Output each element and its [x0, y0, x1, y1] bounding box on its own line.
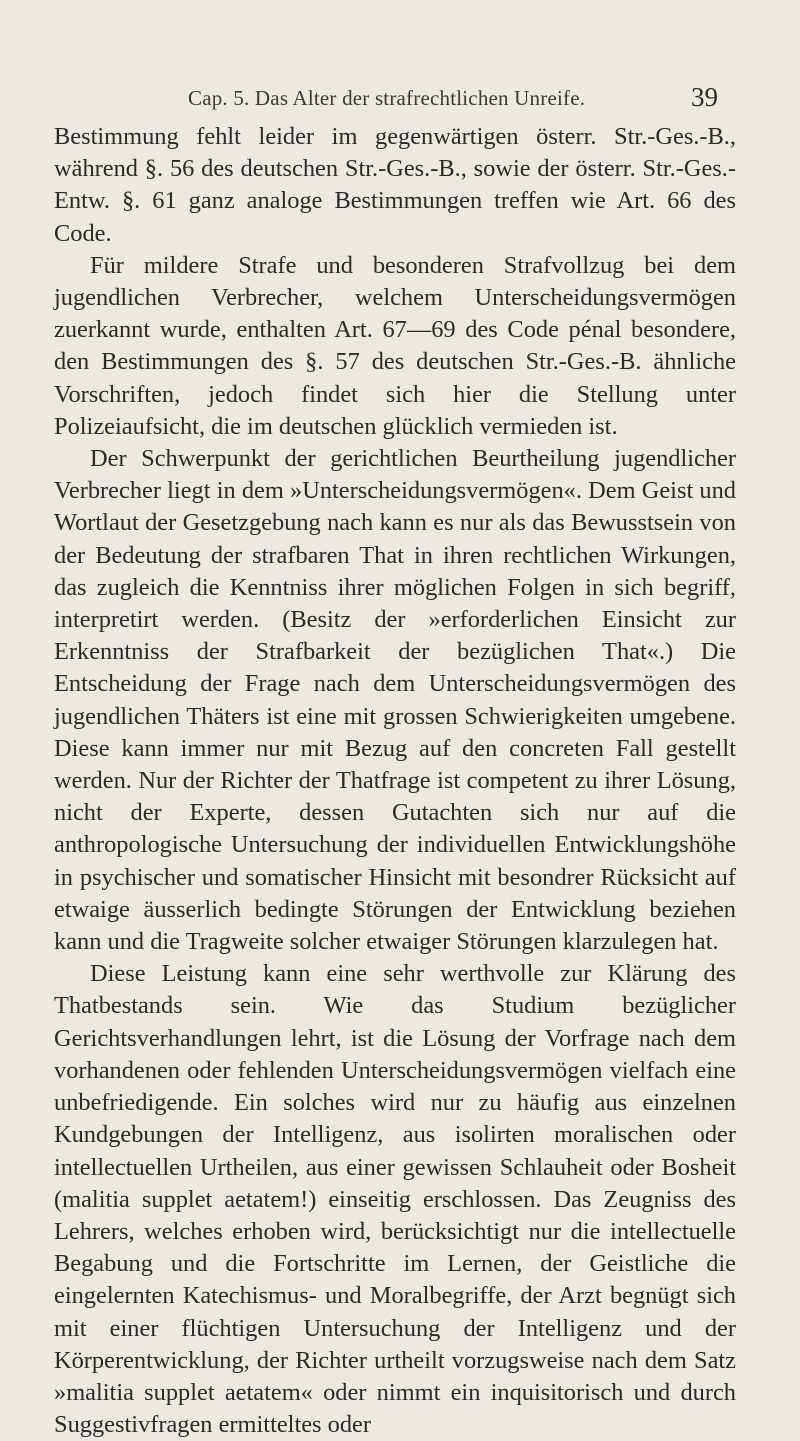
page-number: 39 [691, 82, 718, 112]
paragraph-4: Diese Leistung kann eine sehr werthvolle zur Klärung des Thatbestands sein. Wie das Studium bezüglicher Gerichtsverhandlungen lehrt, ist die Lösung der Vorfrage nach dem vorhandenen oder fehlenden Unterscheidungsvermögen vielfach eine unbefriedigende. Ein solches wird nur zu häufig aus einzelnen Kundgebungen der Intelligenz, aus isolirten moralischen oder intellectuellen Urtheilen, aus einer gewissen Schlauheit oder Bosheit (malitia supplet aetatem!) einseitig erschlossen. Das Zeugniss des Lehrers, welches erhoben wird, berücksichtigt nur die intellectuelle Begabung und die Fortschritte im Lernen, der Geistliche die eingelernten Katechismus- und Moralbegriffe, der Arzt begnügt sich mit einer flüchtigen Untersuchung der Intelligenz und der Körperentwicklung, der Richter urtheilt vorzugsweise nach dem Satz »malitia supplet aetatem« oder nimmt ein inquisitorisch und durch Suggestivfragen ermitteltes oder [54, 960, 736, 1439]
paragraph-1: Bestimmung fehlt leider im gegenwärtigen österr. Str.-Ges.-B., während §. 56 des deutschen Str.-Ges.-B., sowie der österr. Str.-Ges.-Entw. §. 61 ganz analoge Bestimmungen treffen wie Art. 66 des Code. [54, 123, 736, 247]
running-title: Cap. 5. Das Alter der strafrechtlichen Unreife. [188, 86, 586, 110]
paragraph-3: Der Schwerpunkt der gerichtlichen Beurtheilung jugendlicher Verbrecher liegt in dem »Unterscheidungsvermögen«. Dem Geist und Wortlaut der Gesetzgebung nach kann es nur als das Bewusstsein von der Bedeutung der strafbaren That in ihren rechtlichen Wirkungen, das zugleich die Kenntniss ihrer möglichen Folgen in sich begriff, interpretirt werden. (Besitz der »erforderlichen Einsicht zur Erkenntniss der Strafbarkeit der bezüglichen That«.) Die Entscheidung der Frage nach dem Unterscheidungsvermögen des jugendlichen Thäters ist eine mit grossen Schwierigkeiten umgebene. Diese kann immer nur mit Bezug auf den concreten Fall gestellt werden. Nur der Richter der Thatfrage ist competent zu ihrer Lösung, nicht der Experte, dessen Gutachten sich nur auf die anthropologische Untersuchung der individuellen Entwicklungshöhe in psychischer und somatischer Hinsicht mit besondrer Rücksicht auf etwaige äusserlich bedingte Störungen der Entwicklung beziehen kann und die Tragweite solcher etwaiger Störungen klarzulegen hat. [54, 445, 736, 956]
running-head [0, 82, 800, 116]
paragraph-2: Für mildere Strafe und besonderen Strafvollzug bei dem jugendlichen Verbrecher, welchem Unterscheidungsvermögen zuerkannt wurde, enthalten Art. 67—69 des Code pénal besondere, den Bestimmungen des §. 57 des deutschen Str.-Ges.-B. ähnliche Vorschriften, jedoch findet sich hier die Stellung unter Polizeiaufsicht, die im deutschen glücklich vermieden ist. [54, 251, 736, 440]
body-text [54, 121, 736, 1441]
